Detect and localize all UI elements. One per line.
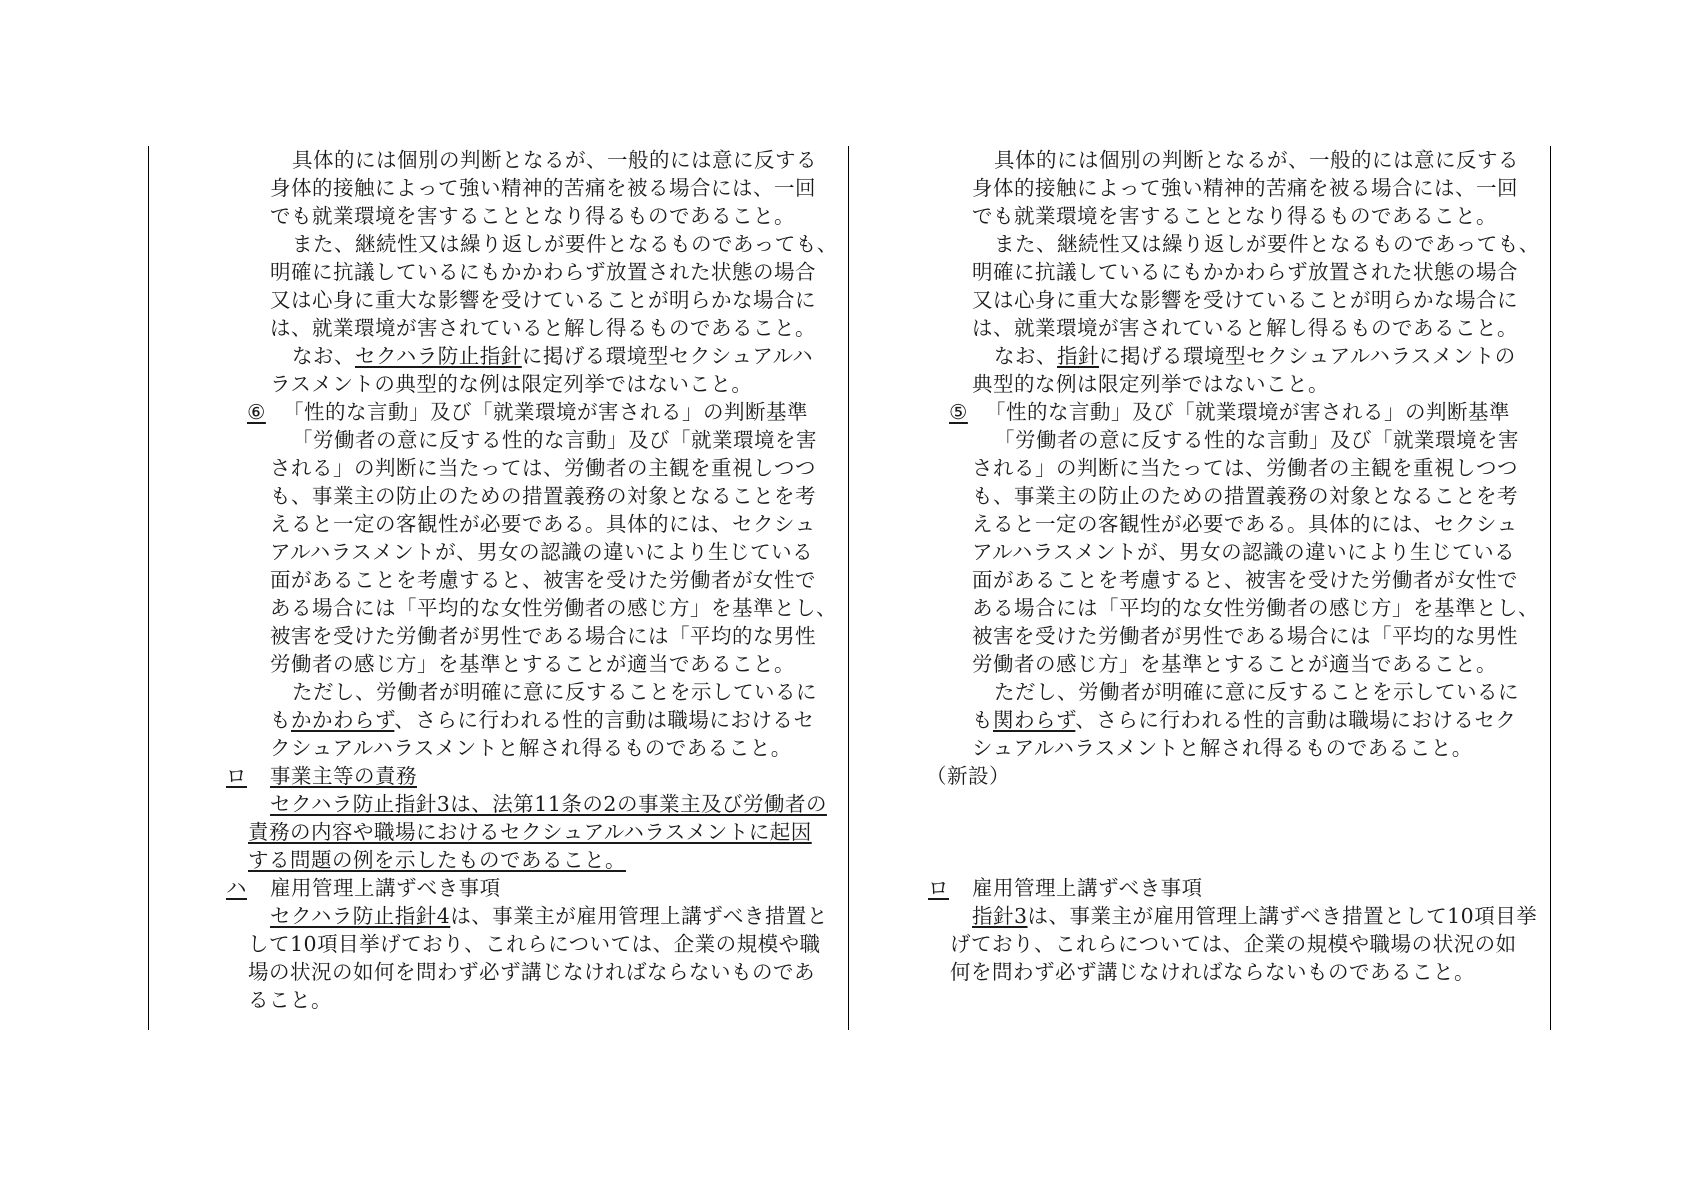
item-heading: 「性的な言動」及び「就業環境が害される」の判断基準: [283, 400, 808, 424]
text-line: も、事業主の防止のための措置義務の対象となることを考: [972, 484, 1518, 508]
text-line: 労働者の感じ方」を基準とすることが適当であること。: [270, 652, 795, 676]
section-heading: 雇用管理上講ずべき事項: [972, 876, 1203, 900]
underlined-revision: 指針: [1057, 344, 1099, 368]
text-line: 被害を受けた労働者が男性である場合には「平均的な男性: [972, 624, 1518, 648]
text-line: 身体的接触によって強い精神的苦痛を被る場合には、一回: [270, 176, 816, 200]
text-segment: に掲げる環境型セクシュアルハ: [521, 344, 814, 368]
text-line: ただし、労働者が明確に意に反することを示しているに: [994, 680, 1519, 704]
text-line: 明確に抗議しているにもかかわらず放置された状態の場合: [972, 260, 1518, 284]
text-line: [994, 342, 1516, 370]
text-line: 「労働者の意に反する性的な言動」及び「就業環境を害: [292, 428, 817, 452]
section-marker: ロ: [226, 764, 247, 788]
text-segment: 、さらに行われる性的言動は職場におけるセ: [394, 708, 815, 732]
section-marker: ハ: [226, 876, 247, 900]
text-segment: 、さらに行われる性的言動は職場におけるセク: [1075, 708, 1517, 732]
text-line: ある場合には「平均的な女性労働者の感じ方」を基準とし、: [270, 596, 837, 620]
text-line: ただし、労働者が明確に意に反することを示しているに: [292, 680, 817, 704]
underlined-revision: セクハラ防止指針4: [270, 904, 451, 928]
text-line: えると一定の客観性が必要である。具体的には、セクシュ: [270, 512, 816, 536]
text-line: 又は心身に重大な影響を受けていることが明らかな場合に: [972, 288, 1518, 312]
text-line: アルハラスメントが、男女の認識の違いにより生じている: [270, 540, 814, 564]
text-line: また、継続性又は繰り返しが要件となるものであっても、: [292, 232, 838, 256]
text-line: される」の判断に当たっては、労働者の主観を重視しつつ: [972, 456, 1518, 480]
text-line: 身体的接触によって強い精神的苦痛を被る場合には、一回: [972, 176, 1518, 200]
text-segment: は、事業主が雇用管理上講ずべき措置と: [450, 904, 828, 928]
text-line: 面があることを考慮すると、被害を受けた労働者が女性で: [270, 568, 816, 592]
text-line: また、継続性又は繰り返しが要件となるものであっても、: [994, 232, 1540, 256]
section-heading: 雇用管理上講ずべき事項: [270, 876, 501, 900]
text-line: えると一定の客観性が必要である。具体的には、セクシュ: [972, 512, 1518, 536]
text-line: [972, 706, 1516, 734]
item-heading: 「性的な言動」及び「就業環境が害される」の判断基準: [985, 400, 1510, 424]
text-line: 何を問わず必ず講じなければならないものであること。: [950, 960, 1475, 984]
text-line: [972, 902, 1537, 930]
text-line: 又は心身に重大な影響を受けていることが明らかな場合に: [270, 288, 816, 312]
text-segment: に掲げる環境型セクシュアルハラスメントの: [1099, 344, 1516, 368]
text-line: 被害を受けた労働者が男性である場合には「平均的な男性: [270, 624, 816, 648]
item-number: ⑤: [949, 400, 968, 424]
text-line: は、就業環境が害されていると解し得るものであること。: [270, 316, 816, 340]
text-segment: なお、: [292, 344, 355, 368]
text-line: される」の判断に当たっては、労働者の主観を重視しつつ: [270, 456, 816, 480]
underlined-revision: セクハラ防止指針: [355, 344, 522, 368]
text-segment: も: [972, 708, 993, 732]
text-line: [270, 706, 814, 734]
text-line: して10項目挙げており、これらについては、企業の規模や職: [248, 932, 821, 956]
text-line: 労働者の感じ方」を基準とすることが適当であること。: [972, 652, 1497, 676]
text-line: は、就業環境が害されていると解し得るものであること。: [972, 316, 1518, 340]
text-line: セクハラ防止指針3は、法第11条の2の事業主及び労働者の: [270, 792, 827, 816]
text-line: シュアルハラスメントと解され得るものであること。: [972, 736, 1473, 760]
section-heading: 事業主等の責務: [270, 764, 417, 788]
text-line: 面があることを考慮すると、被害を受けた労働者が女性で: [972, 568, 1518, 592]
underlined-revision: 指針3: [972, 904, 1028, 928]
text-segment: なお、: [994, 344, 1057, 368]
text-segment: も: [270, 708, 291, 732]
text-line: クシュアルハラスメントと解され得るものであること。: [270, 736, 792, 760]
text-line: 具体的には個別の判断となるが、一般的には意に反する: [994, 148, 1519, 172]
text-line: する問題の例を示したものであること。: [248, 848, 626, 872]
text-line: ある場合には「平均的な女性労働者の感じ方」を基準とし、: [972, 596, 1539, 620]
text-line: げており、これらについては、企業の規模や職場の状況の如: [950, 932, 1517, 956]
left-border-line: [148, 146, 149, 1030]
text-line: 具体的には個別の判断となるが、一般的には意に反する: [292, 148, 817, 172]
text-line: 「労働者の意に反する性的な言動」及び「就業環境を害: [994, 428, 1519, 452]
text-line: ラスメントの典型的な例は限定列挙ではないこと。: [270, 372, 753, 396]
section-marker: ロ: [928, 876, 949, 900]
underlined-revision: かかわらず: [291, 708, 395, 732]
right-border-line: [1550, 146, 1551, 1030]
new-section-note: （新設）: [926, 764, 1010, 788]
text-line: でも就業環境を害することとなり得るものであること。: [972, 204, 1497, 228]
text-line: 明確に抗議しているにもかかわらず放置された状態の場合: [270, 260, 816, 284]
center-divider-line: [848, 146, 849, 1030]
text-line: ること。: [248, 988, 332, 1012]
underlined-revision: 関わらず: [993, 708, 1076, 732]
text-line: 場の状況の如何を問わず必ず講じなければならないものであ: [248, 960, 815, 984]
text-line: アルハラスメントが、男女の認識の違いにより生じている: [972, 540, 1516, 564]
item-number: ⑥: [247, 400, 266, 424]
text-line: も、事業主の防止のための措置義務の対象となることを考: [270, 484, 816, 508]
text-line: でも就業環境を害することとなり得るものであること。: [270, 204, 795, 228]
text-line: 典型的な例は限定列挙ではないこと。: [972, 372, 1329, 396]
text-line: [292, 342, 813, 370]
text-segment: は、事業主が雇用管理上講ずべき措置として10項目挙: [1027, 904, 1538, 928]
text-line: 責務の内容や職場におけるセクシュアルハラスメントに起因: [248, 820, 812, 844]
text-line: [270, 902, 828, 930]
